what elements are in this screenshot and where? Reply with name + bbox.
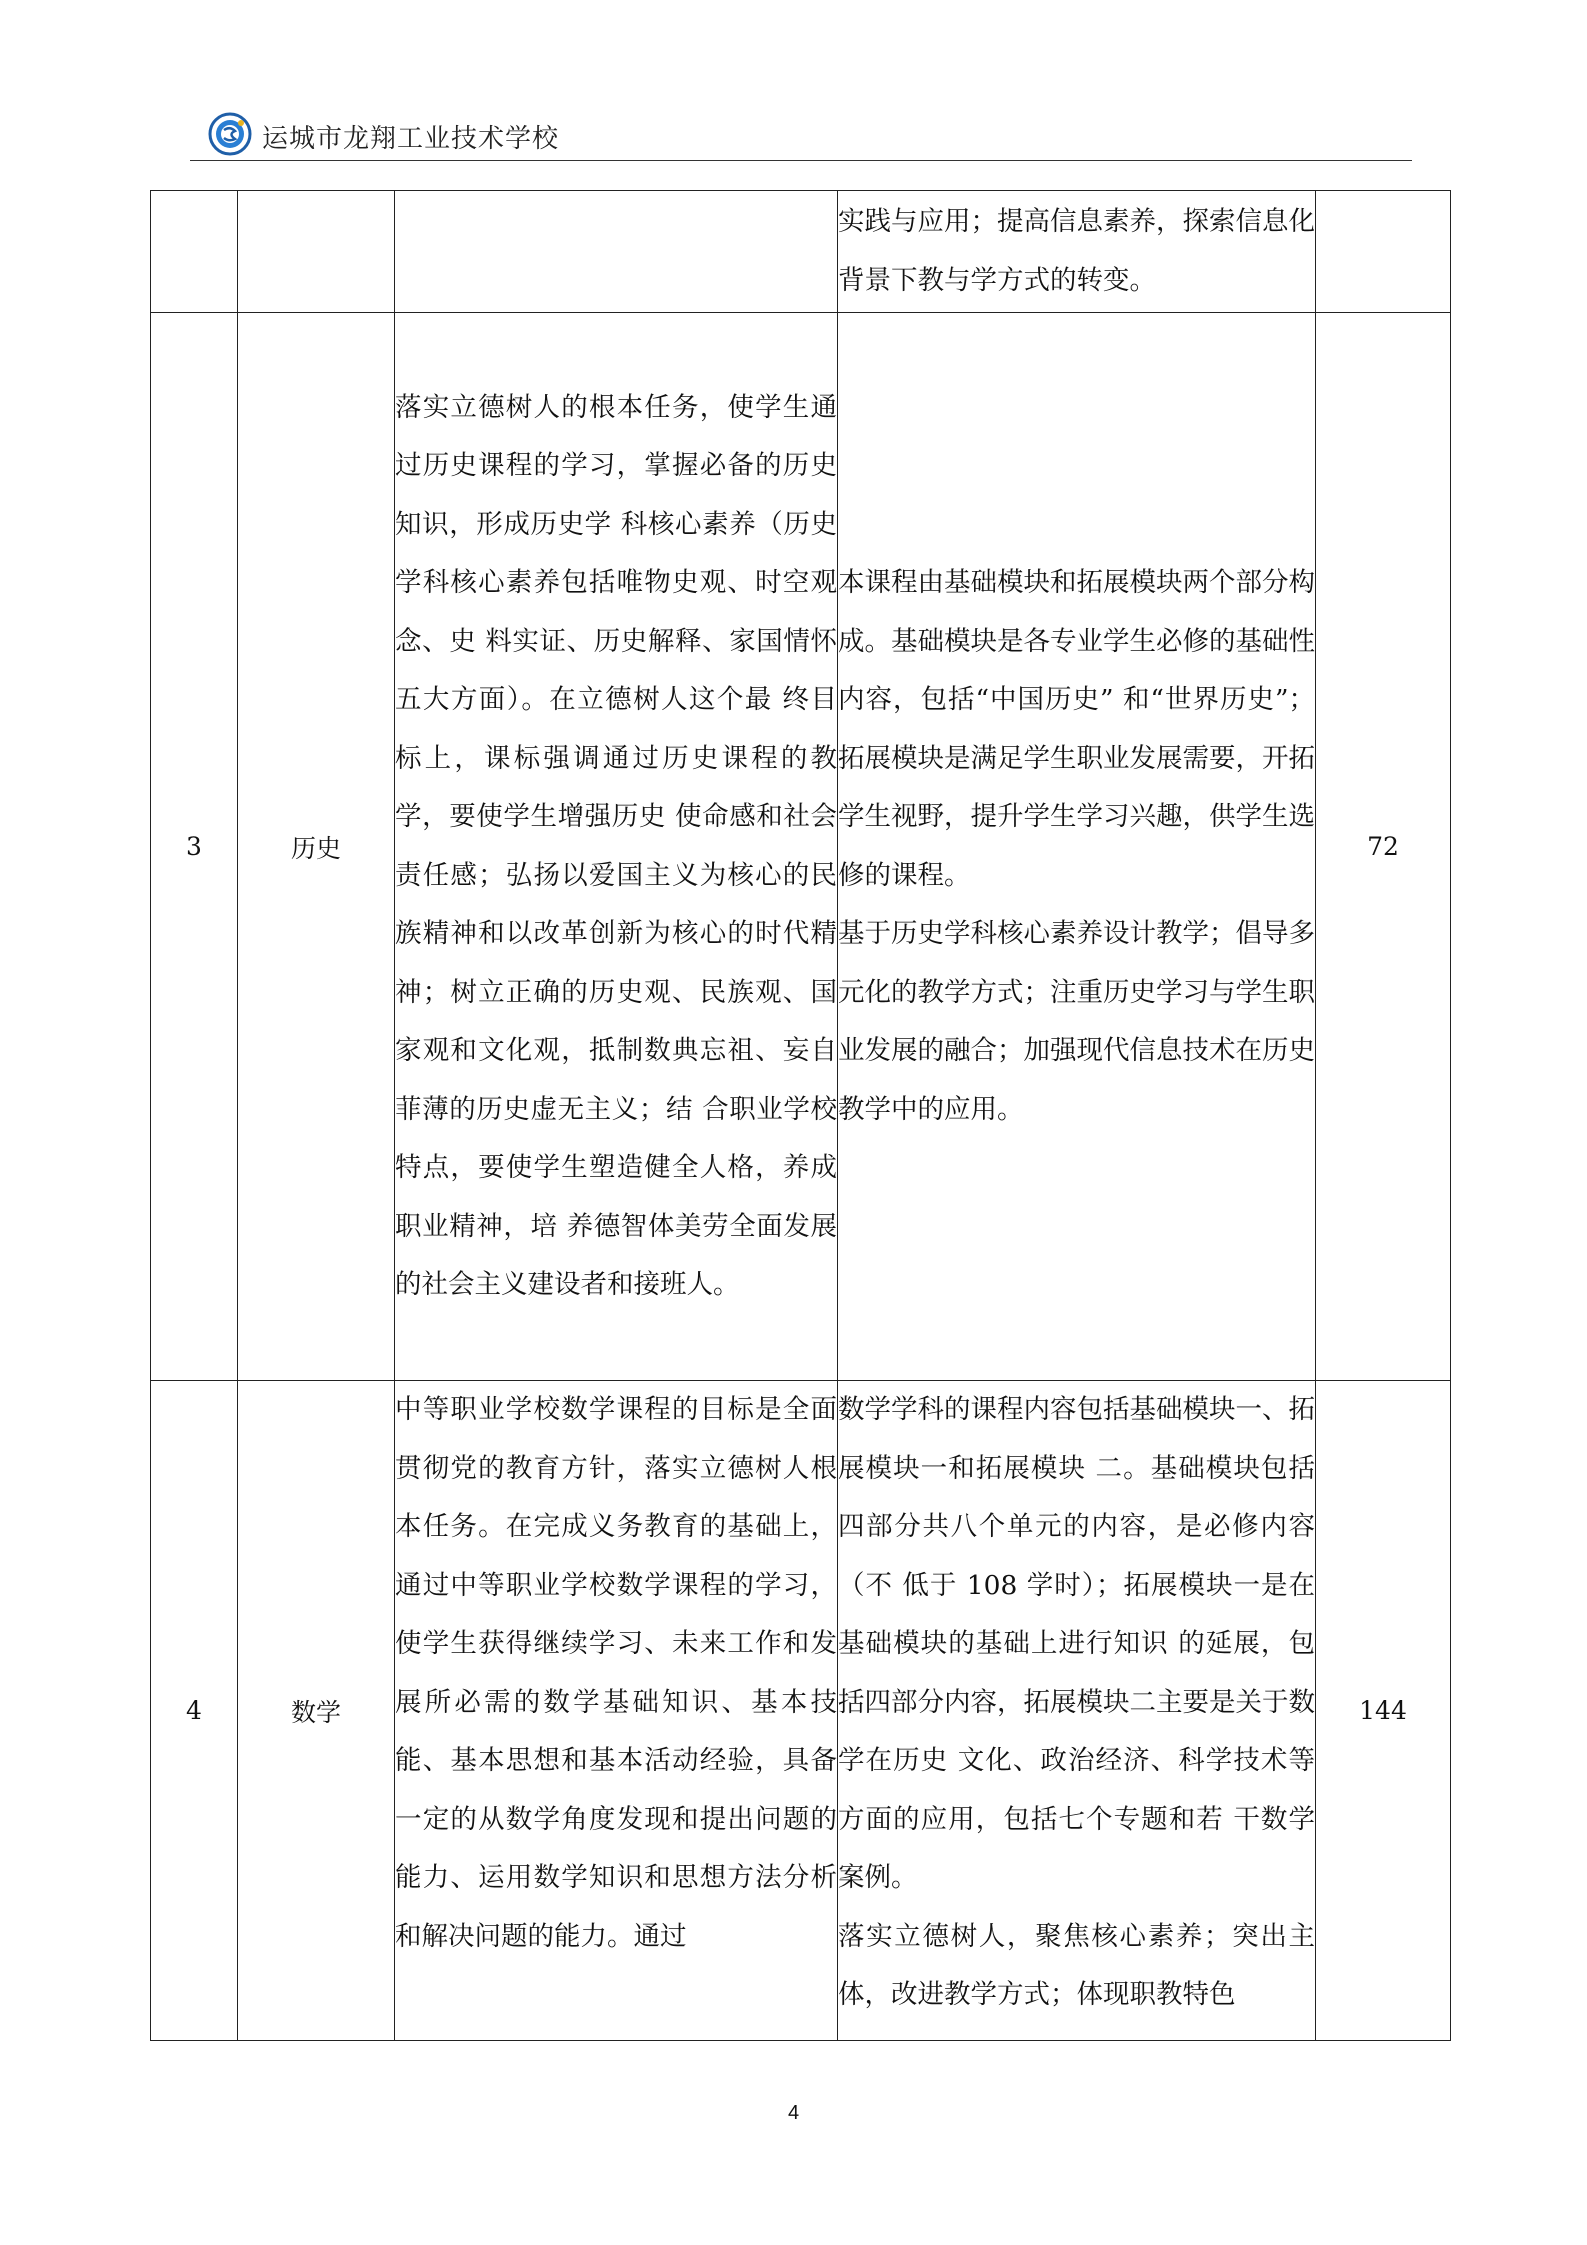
course-table [150,190,1451,2041]
content-paragraph: 数学学科的课程内容包括基础模块一、拓展模块一和拓展模块 二。基础模块包括四部分共八个单元的内容，是必修内容（不 低于 108 学时）；拓展模块一是在基础模块的基础上进行知识 的延展，包括四部分内容，拓展模块二主要是关于数学在历史 文化、政治经济、科学技术等方面的应用，包括七个专题和若 干数学案例。 [838,1394,1315,1893]
course-goal: 落实立德树人的根本任务，使学生通过历史课程的学习，掌握必备的历史知识，形成历史学 科核心素养（历史学科核心素养包括唯物史观、时空观念、史 料实证、历史解释、家国情怀五大方面）。在立德树人这个最 终目标上，课标强调通过历史课程的教学，要使学生增强历史 使命感和社会责任感；弘扬以爱国主义为核心的民族精神和以改革创新为核心的时代精神；树立正确的历史观、民族观、国 家观和文化观，抵制数典忘祖、妄自菲薄的历史虚无主义；结 合职业学校特点，要使学生塑造健全人格，养成职业精神，培 养德智体美劳全面发展的社会主义建设者和接班人。 [395,313,838,1381]
school-name: 运城市龙翔工业技术学校 [262,124,560,154]
content-paragraph: 本课程由基础模块和拓展模块两个部分构成。基础模块是各专业学生必修的基础性内容，包括“中国历史” 和“世界历史”；拓展模块是满足学生职业发展需要，开拓学生视野，提升学生学习兴趣，供学生选修的课程。 [838,567,1315,891]
course-content [838,191,1316,313]
course-name: 数学 [238,1381,395,2041]
row-index: 3 [151,313,238,1381]
course-hours [1316,191,1451,313]
table-row [151,1381,1451,2041]
course-hours: 144 [1316,1381,1451,2041]
course-goal: 中等职业学校数学课程的目标是全面贯彻党的教育方针，落实立德树人根本任务。在完成义务教育的基础上，通过中等职业学校数学课程的学习，使学生获得继续学习、未来工作和发展所必需的数学基础知识、基本技能、基本思想和基本活动经验，具备一定的从数学角度发现和提出问题的能力、运用数学知识和思想方法分析和解决问题的能力。通过 [395,1381,838,2041]
course-name: 历史 [238,313,395,1381]
course-content [838,1381,1316,2041]
table-row [151,191,1451,313]
header-divider [190,160,1412,161]
table-row [151,313,1451,1381]
row-index [151,191,238,313]
course-hours: 72 [1316,313,1451,1381]
course-goal [395,191,838,313]
content-paragraph: 实践与应用；提高信息素养，探索信息化背景下教与学方式的转变。 [838,206,1315,296]
page-number: 4 [787,2102,800,2124]
course-content [838,313,1316,1381]
content-paragraph: 基于历史学科核心素养设计教学；倡导多元化的教学方式；注重历史学习与学生职业发展的融合；加强现代信息技术在历史教学中的应用。 [838,918,1315,1125]
row-index: 4 [151,1381,238,2041]
course-name [238,191,395,313]
page-header [190,108,1410,168]
content-paragraph: 落实立德树人，聚焦核心素养；突出主体，改进教学方式；体现职教特色 [838,1920,1315,2010]
school-logo-icon [208,112,252,156]
